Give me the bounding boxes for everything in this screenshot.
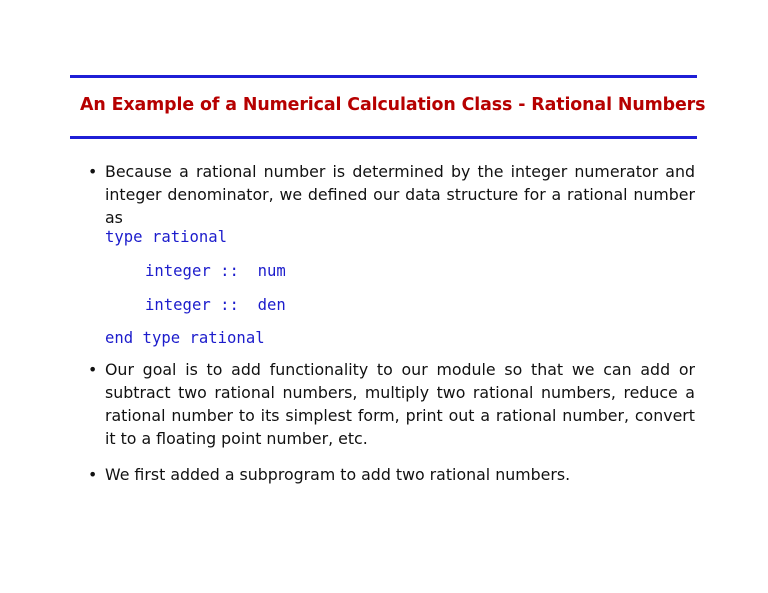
code-line: type rational: [105, 228, 228, 246]
bullet-icon: •: [88, 162, 98, 181]
paragraph-text: Our goal is to add functionality to our module so that we can add or subtract two rational numbers, multiply two rational numbers, reduce a rational number to its simplest form, print out a rational number, convert it to a floating point number, etc.: [105, 360, 695, 448]
title-bottom-rule: [70, 136, 697, 139]
code-line: integer :: den: [145, 296, 286, 314]
bullet-paragraph: [88, 463, 695, 486]
slide-title: An Example of a Numerical Calculation Class - Rational Numbers: [80, 95, 706, 115]
code-line: integer :: num: [145, 262, 286, 280]
code-line: end type rational: [105, 329, 265, 347]
bullet-icon: •: [88, 465, 98, 484]
paragraph-text: We first added a subprogram to add two rational numbers.: [105, 465, 571, 484]
bullet-icon: •: [88, 360, 98, 379]
title-top-rule: [70, 75, 697, 78]
bullet-paragraph: [88, 160, 695, 229]
bullet-paragraph: [88, 358, 695, 450]
paragraph-text: Because a rational number is determined by the integer numerator and integer denominator, we defined our data structure for a rational number as: [105, 162, 695, 227]
